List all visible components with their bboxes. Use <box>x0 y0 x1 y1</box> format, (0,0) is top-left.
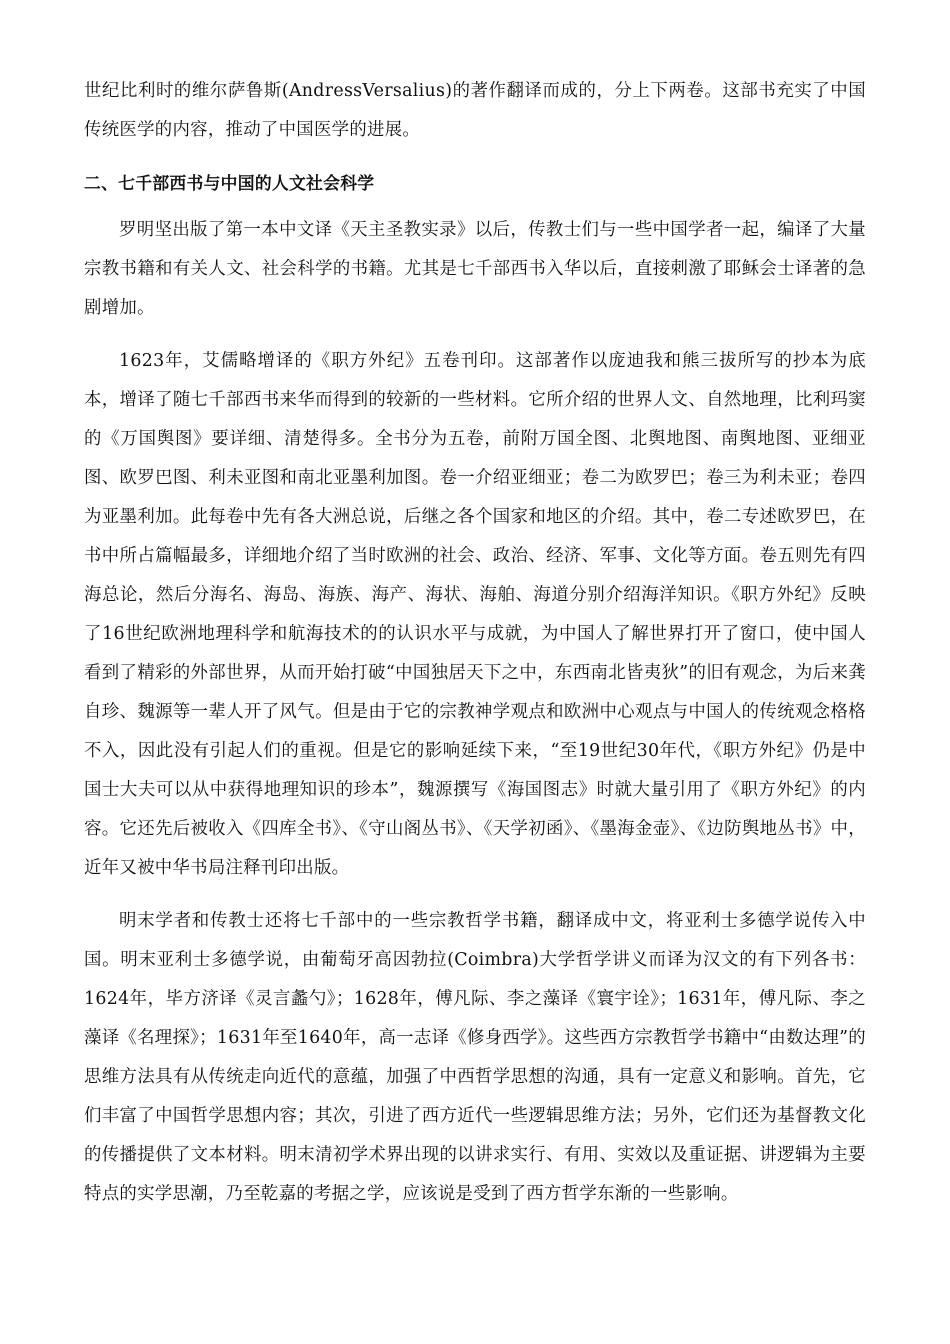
paragraph-3: 明末学者和传教士还将七千部中的一些宗教哲学书籍，翻译成中文，将亚利士多德学说传入中国。明末亚利士多德学说，由葡萄牙高因勃拉(Coimbra)大学哲学讲义而译为汉文的有下列各书：1624年，毕方济译《灵言蠡勺》；1628年，傅凡际、李之藻译《寰宇诠》；1631年，傅凡际、李之藻译《名理探》；1631年至1640年，高一志译《修身西学》。这些西方宗教哲学书籍中“由数达理”的思维方法具有从传统走向近代的意蕴，加强了中西哲学思想的沟通，具有一定意义和影响。首先，它们丰富了中国哲学思想内容；其次，引进了西方近代一些逻辑思维方法；另外，它们还为基督教文化的传播提供了文本材料。明末清初学术界出现的以讲求实行、有用、实效以及重证据、讲逻辑为主要特点的实学思潮，乃至乾嘉的考据之学，应该说是受到了西方哲学东渐的一些影响。 <box>84 911 866 1204</box>
continuation-paragraph: 世纪比利时的维尔萨鲁斯(AndressVersalius)的著作翻译而成的，分上下两卷。这部书充实了中国传统医学的内容，推动了中国医学的进展。 <box>84 81 866 140</box>
paragraph-2: 1623年，艾儒略增译的《职方外纪》五卷刊印。这部著作以庞迪我和熊三拔所写的抄本为底本，增译了随七千部西书来华而得到的较新的一些材料。它所介绍的世界人文、自然地理，比利玛窦的《万国舆图》要详细、清楚得多。全书分为五卷，前附万国全图、北舆地图、南舆地图、亚细亚图、欧罗巴图、利未亚图和南北亚墨利加图。卷一介绍亚细亚；卷二为欧罗巴；卷三为利未亚；卷四为亚墨利加。此每卷中先有各大洲总说，后继之各个国家和地区的介绍。其中，卷二专述欧罗巴，在书中所占篇幅最多，详细地介绍了当时欧洲的社会、政治、经济、军事、文化等方面。卷五则先有四海总论，然后分海名、海岛、海族、海产、海状、海舶、海道分别介绍海洋知识。《职方外纪》反映了16世纪欧洲地理科学和航海技术的的认识水平与成就，为中国人了解世界打开了窗口，使中国人看到了精彩的外部世界，从而开始打破“中国独居天下之中，东西南北皆夷狄”的旧有观念，为后来龚自珍、魏源等一辈人开了风气。但是由于它的宗教神学观点和欧洲中心观点与中国人的传统观念格格不入，因此没有引起人们的重视。但是它的影响延续下来，“至19世纪30年代，《职方外纪》仍是中国士大夫可以从中获得地理知识的珍本”，魏源撰写《海国图志》时就大量引用了《职方外纪》的内容。它还先后被收入《四库全书》、《守山阁丛书》、《天学初函》、《墨海金壶》、《边防舆地丛书》中，近年又被中华书局注释刊印出版。 <box>84 351 866 878</box>
paragraph-1: 罗明坚出版了第一本中文译《天主圣教实录》以后，传教士们与一些中国学者一起，编译了大量宗教书籍和有关人文、社会科学的书籍。尤其是七千部西书入华以后，直接刺激了耶稣会士译著的急剧增加。 <box>84 220 866 318</box>
document-page <box>84 72 866 1214</box>
section-heading: 二、七千部西书与中国的人文社会科学 <box>84 173 375 193</box>
